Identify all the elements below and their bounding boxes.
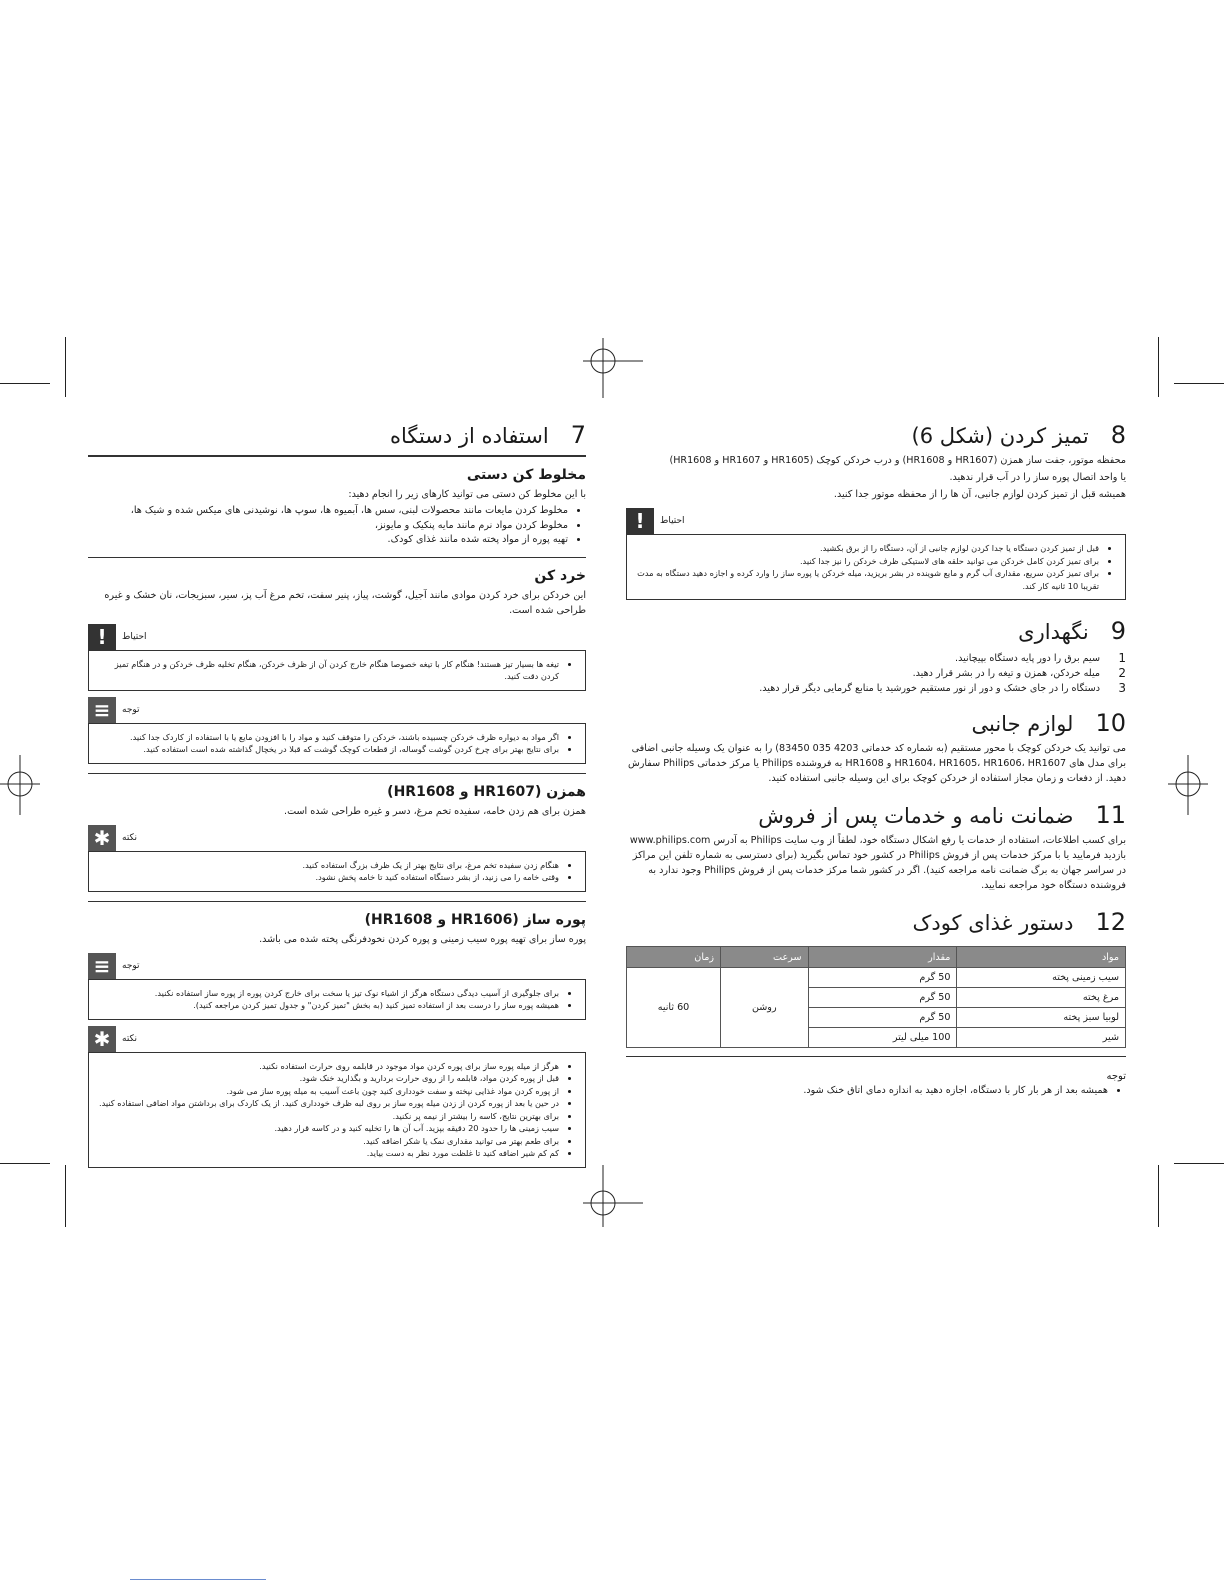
list-item: • هنگام زدن سفیده تخم مرغ، برای نتایج بهتر از یک ظرف بزرگ استفاده کنید. [95,859,559,872]
list-item: • اگر مواد به دیواره ظرف خردکن چسبیده باشند، خردکن را متوقف کنید و مواد را با افزودن مایع یا با استفاده از کاردک جدا کنید. [95,731,559,744]
registration-mark-right [1168,755,1208,815]
warranty-text: برای کسب اطلاعات، استفاده از خدمات یا رفع اشکال دستگاه خود، لطفاً از وب سایت Philips به آدرس www.philips.com بازدید فرمایید یا با مرکز خدمات پس از فروش Philips در کشور خود تماس بگیرید (برای دسترسی به شماره تلفن این مراکز در سراسر جهان به برگ ضمانت نامه مراجعه کنید). اگر در کشور شما مرکز خدمات پس از فروش Philips وجود ندارد به فروشنده دستگاه خود مراجعه نمایید. [629,835,1126,891]
warning-icon: ! [88,624,116,650]
cleaning-line: یا واحد اتصال پوره ساز را در آب قرار ندهید. [949,472,1126,483]
table-row: لوبیا سبز پخته 50 گرم [627,1008,1126,1028]
list-item: 2 میله خردکن، همزن و تیغه را در بشر قرار دهید. [912,666,1126,680]
note-label: توجه [122,704,140,715]
list-item: • قبل از پوره کردن مواد، قابلمه را از روی حرارت بردارید و بگذارید خنک شود. [95,1072,559,1085]
section-10-heading [626,708,1126,739]
left-page [88,420,586,1174]
table-header: مقدار [808,947,957,968]
list-item: • کم کم شیر اضافه کنید تا غلظت مورد نظر به دست بیاید. [95,1147,559,1160]
list-item: • مخلوط کردن مواد نرم مانند مایه پنکیک و مایونز، [88,519,568,534]
list-item: • همیشه پوره ساز را درست بعد از استفاده تمیز کنید (به بخش "تمیز کردن" و جدول تمیز کردن مراجعه کنید). [95,999,559,1012]
note-box [88,697,586,764]
list-item: • تیغه ها بسیار تیز هستند! هنگام کار با تیغه خصوصا هنگام خارج کردن آن از ظرف خردکن، هنگام تخلیه ظرف خردکن و در هنگام تمیز کردن دقت کنید. [95,658,559,683]
mixer-list [88,504,586,548]
table-row: شیر 100 میلی لیتر [627,1028,1126,1048]
section-number: 12 [1095,908,1126,936]
section-title: ضمانت نامه و خدمات پس از فروش [758,804,1074,828]
caution-box [626,508,1126,600]
speed-cell: روشن [721,968,808,1048]
table-header: زمان [627,947,721,968]
section-11-heading [626,800,1126,831]
warning-icon: ! [626,508,654,534]
list-item: • برای جلوگیری از آسیب دیدگی دستگاه هرگز از اشیاء نوک تیز یا سخت برای خارج کردن پوره از پوره ساز استفاده نکنید. [95,987,559,1000]
section-title: دستور غذای کودک [912,911,1074,935]
masher-title: پوره ساز (HR1606 و HR1608) [364,911,586,928]
section-number: 10 [1095,709,1126,737]
section-7-heading [88,420,586,451]
tip-icon: ✱ [88,1026,116,1052]
chopper-text: این خردکن برای خرد کردن موادی مانند آجیل، گوشت، پیاز، پنیر سفت، تخم مرغ آب پز، سیر، سبزیجات، نان خشک و غیره طراحی شده است. [104,589,586,616]
registration-mark-bottom [583,1165,643,1227]
list-item: • برای نتایج بهتر برای چرخ کردن گوشت گوساله، از قطعات کوچک گوشت که قبلا در یخچال گذاشته شده است استفاده کنید. [95,743,559,756]
whisk-title: همزن (HR1607 و HR1608) [387,783,586,800]
section-number: 11 [1095,801,1126,829]
table-header: سرعت [721,947,808,968]
list-item: • همیشه بعد از هر بار کار با دستگاه، اجازه دهید به اندازه دمای اتاق خنک شود. [626,1084,1108,1099]
accessories-text: می توانید یک خردکن کوچک با محور مستقیم (به شماره کد خدماتی 4203 035 83450) را به عنوان یک وسیله جانبی اضافی برای مدل های HR1604، HR1605، HR1606، HR1607 و HR1608 به فروشنده Philips یا مرکز خدماتی Philips سفارش دهید. از دفعات و زمان مجاز استفاده از خردکن کوچک برای این وسیله جانبی استفاده کنید. [628,743,1126,784]
list-item: 3 دستگاه را در جای خشک و دور از نور مستقیم خورشید یا منابع گرمایی دیگر قرار دهید. [759,681,1126,695]
note-box [88,953,586,1020]
registration-mark-top [583,338,643,398]
registration-mark-left [0,755,40,815]
list-item: • قبل از تمیز کردن دستگاه یا جدا کردن لوازم جانبی از آن، دستگاه را از برق بکشید. [633,542,1099,555]
section-title: لوازم جانبی [971,712,1074,736]
note-icon: ≡ [88,953,116,979]
tip-icon: ✱ [88,825,116,851]
chopper-title: خرد کن [534,567,586,584]
section-12-heading [626,907,1126,938]
list-item: • از پوره کردن مواد غذایی نپخته و سفت خودداری کنید چون باعث آسیب به میله پوره ساز می شود. [95,1085,559,1098]
masher-text: پوره ساز برای تهیه پوره سیب زمینی و پوره کردن نخودفرنگی پخته شده می باشد. [259,933,586,945]
list-item: • در حین یا بعد از پوره کردن از زدن میله پوره ساز بر روی لبه ظرف خودداری کنید. از یک کاردک برای برداشتن مواد اضافی استفاده کنید. [95,1097,559,1110]
storage-steps [626,651,1126,696]
list-item: • برای بهترین نتایج، کاسه را بیشتر از نیمه پر نکنید. [95,1110,559,1123]
note-label: توجه [122,960,140,971]
list-item: 1 سیم برق را دور پایه دستگاه بپیچانید. [955,651,1126,665]
section-title: استفاده از دستگاه [389,424,549,448]
list-item: • برای طعم بهتر می توانید مقداری نمک یا شکر اضافه کنید. [95,1135,559,1148]
section-9-heading [626,616,1126,647]
section-number: 9 [1110,617,1126,645]
section-title: نگهداری [1018,620,1089,644]
list-item: • سیب زمینی ها را حدود 20 دقیقه بپزید. آب آن ها را تخلیه کنید و در کاسه قرار دهید. [95,1122,559,1135]
time-cell: 60 ثانیه [627,968,721,1048]
list-item: • وقتی خامه را می زنید، از بشر دستگاه استفاده کنید تا خامه پخش نشود. [95,871,559,884]
table-row: سیب زمینی پخته 50 گرم روشن 60 ثانیه [627,968,1126,988]
note-icon: ≡ [88,697,116,723]
section-number: 7 [570,421,586,449]
cleaning-line: محفظه موتور، جفت ساز همزن (HR1607 و HR1608) و درب خردکن کوچک (HR1605 و HR1607 و HR1608) [669,455,1126,466]
tip-label: نکته [122,1033,138,1044]
list-item: • برای تمیز کردن کامل خردکن می توانید حلقه های لاستیکی ظرف خردکن را نیز جدا کنید. [633,555,1099,568]
right-page [626,420,1126,1101]
cleaning-line: همیشه قبل از تمیز کردن لوازم جانبی، آن ها را از محفظه موتور جدا کنید. [833,489,1126,500]
table-row: مرغ پخته 50 گرم [627,988,1126,1008]
section-number: 8 [1110,421,1126,449]
table-header: مواد [957,947,1126,968]
tip-box [88,825,586,892]
caution-box [88,624,586,691]
mixer-title: مخلوط کن دستی [466,467,586,483]
list-item: • تهیه پوره از مواد پخته شده مانند غذای کودک. [88,533,568,548]
caution-label: احتیاط [122,631,147,642]
tip-box [88,1026,586,1168]
mixer-intro: با این مخلوط کن دستی می توانید کارهای زیر را انجام دهید: [348,489,586,500]
section-title: تمیز کردن (شکل 6) [911,424,1089,448]
list-item: • برای تمیز کردن سریع، مقداری آب گرم و مایع شوینده در بشر بریزید، میله خردکن یا پوره ساز را وارد کرده و اجازه دهید دستگاه به مدت تقریبا 10 ثانیه کار کند. [633,567,1099,592]
section-8-heading [626,420,1126,451]
list-item: • مخلوط کردن مایعات مانند محصولات لبنی، سس ها، آبمیوه ها، سوپ ها، نوشیدنی های میکس شده و شیک ها، [88,504,568,519]
whisk-text: همزن برای هم زدن خامه، سفیده تخم مرغ، دسر و غیره طراحی شده است. [284,805,586,817]
recipe-table [626,946,1126,1048]
note-label: توجه [1106,1071,1126,1082]
tip-label: نکته [122,832,138,843]
caution-label: احتیاط [660,516,685,526]
list-item: • هرگز از میله پوره ساز برای پوره کردن مواد موجود در قابلمه روی حرارت استفاده نکنید. [95,1060,559,1073]
